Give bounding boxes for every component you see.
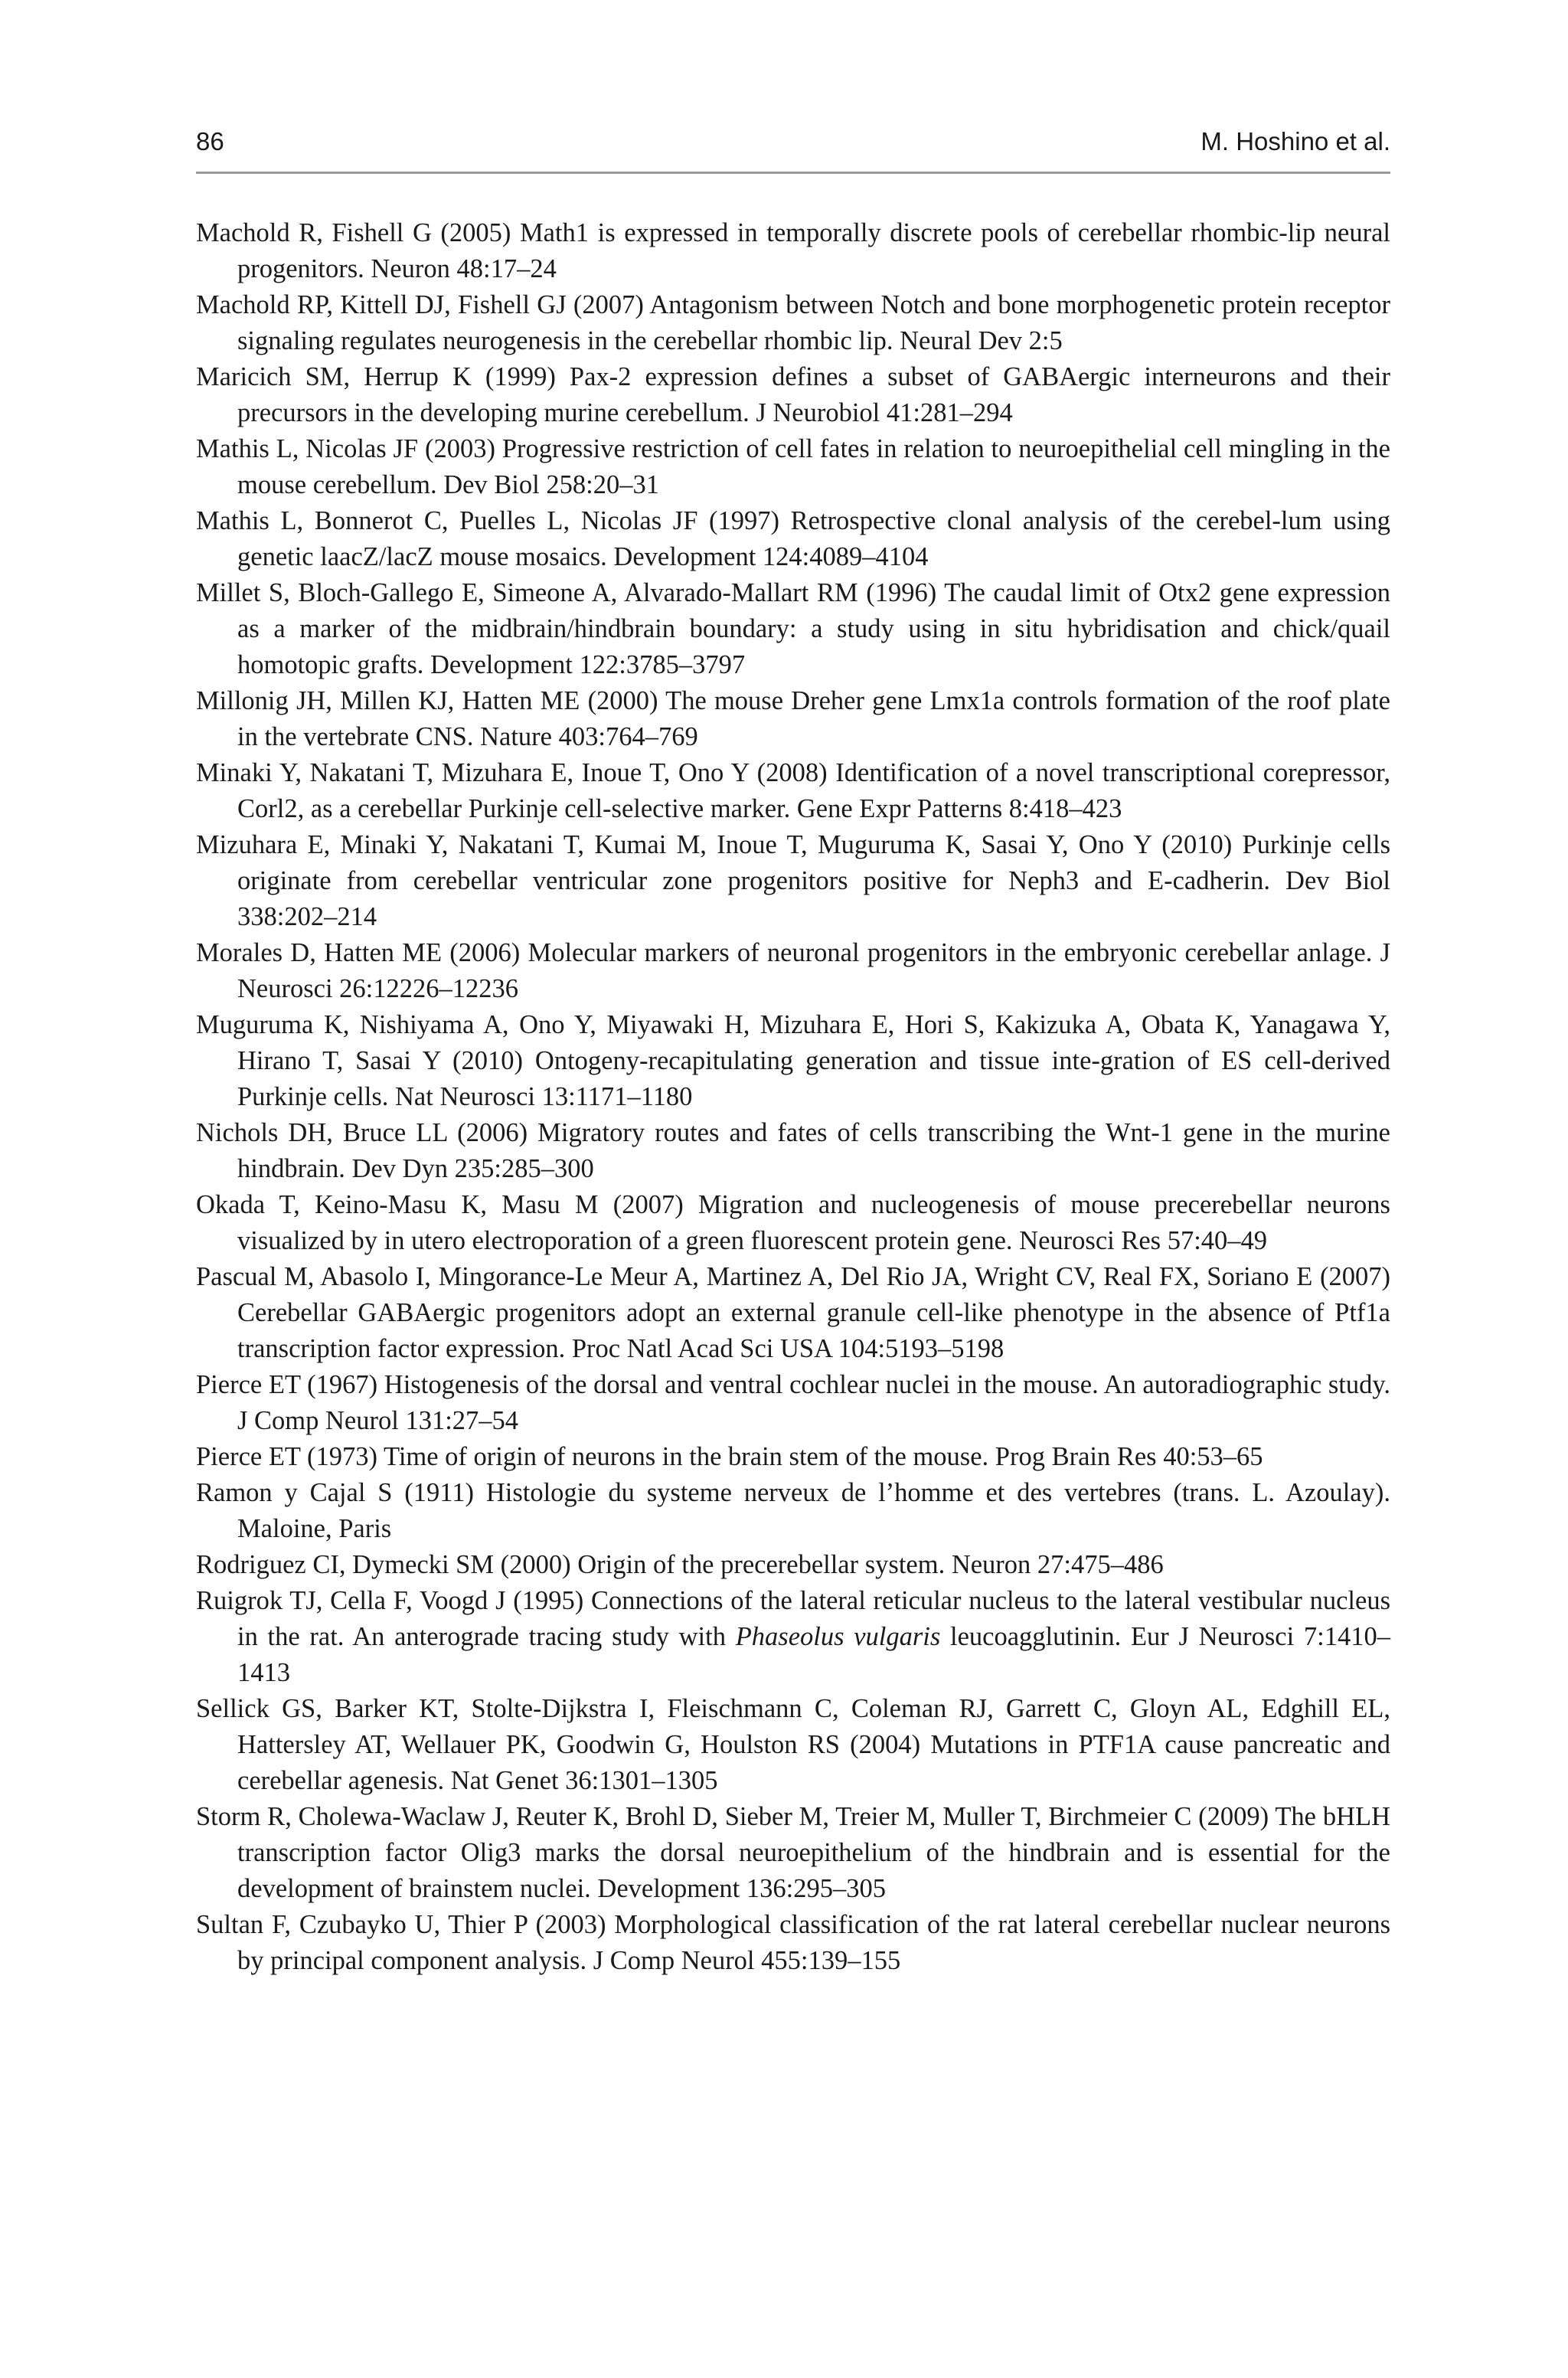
reference-pierce-1967: Pierce ET (1967) Histogenesis of the dorsal and ventral cochlear nuclei in the mouse. An autoradiographic study. J Comp Neurol 131:27–54	[196, 1370, 1390, 1435]
page-number: 86	[196, 127, 224, 155]
reference-storm-2009: Storm R, Cholewa-Waclaw J, Reuter K, Brohl D, Sieber M, Treier M, Muller T, Birchmeier C (2009) The bHLH transcription factor Olig3 marks the dorsal neuroepithelium of the hindbrain and is essential for the development of brainstem nuclei. Development 136:295–305	[196, 1802, 1390, 1903]
reference-millonig-2000: Millonig JH, Millen KJ, Hatten ME (2000) The mouse Dreher gene Lmx1a controls formation of the roof plate in the vertebrate CNS. Nature 403:764–769	[196, 686, 1390, 751]
reference-morales-2006: Morales D, Hatten ME (2006) Molecular markers of neuronal progenitors in the embryonic cerebellar anlage. J Neurosci 26:12226–12236	[196, 938, 1390, 1003]
reference-millet-1996: Millet S, Bloch-Gallego E, Simeone A, Alvarado-Mallart RM (1996) The caudal limit of Otx2 gene expression as a marker of the midbrain/hindbrain boundary: a study using in situ hybridisation and chick/quail homotopic grafts. Development 122:3785–3797	[196, 578, 1390, 679]
reference-ramon-y-cajal-1911: Ramon y Cajal S (1911) Histologie du systeme nerveux de l’homme et des vertebres (trans. L. Azoulay). Maloine, Paris	[196, 1478, 1390, 1543]
reference-text-after: leucoagglutinin. Eur J Neurosci 7:1410–1413	[237, 1622, 1390, 1687]
running-head: M. Hoshino et al.	[1200, 127, 1390, 155]
reference-machold-2007: Machold RP, Kittell DJ, Fishell GJ (2007) Antagonism between Notch and bone morphogenetic protein receptor signaling regulates neurogenesis in the cerebellar rhombic lip. Neural Dev 2:5	[196, 290, 1390, 355]
reference-mathis-1997: Mathis L, Bonnerot C, Puelles L, Nicolas JF (1997) Retrospective clonal analysis of the cerebel-lum using genetic laacZ/lacZ mouse mosaics. Development 124:4089–4104	[196, 506, 1390, 571]
header-rule	[196, 172, 1390, 174]
reference-mathis-2003: Mathis L, Nicolas JF (2003) Progressive restriction of cell fates in relation to neuroepithelial cell mingling in the mouse cerebellum. Dev Biol 258:20–31	[196, 434, 1390, 499]
reference-sultan-2003: Sultan F, Czubayko U, Thier P (2003) Morphological classification of the rat lateral cerebellar nuclear neurons by principal component analysis. J Comp Neurol 455:139–155	[196, 1910, 1390, 1975]
reference-sellick-2004: Sellick GS, Barker KT, Stolte-Dijkstra I, Fleischmann C, Coleman RJ, Garrett C, Gloyn AL, Edghill EL, Hattersley AT, Wellauer PK, Goodwin G, Houlston RS (2004) Mutations in PTF1A cause pancreatic and cerebellar agenesis. Nat Genet 36:1301–1305	[196, 1694, 1390, 1795]
reference-machold-2005: Machold R, Fishell G (2005) Math1 is expressed in temporally discrete pools of cerebellar rhombic-lip neural progenitors. Neuron 48:17–24	[196, 218, 1390, 283]
reference-ruigrok-1995	[196, 1583, 1390, 1691]
reference-pascual-2007: Pascual M, Abasolo I, Mingorance-Le Meur A, Martinez A, Del Rio JA, Wright CV, Real FX, Soriano E (2007) Cerebellar GABAergic progenitors adopt an external granule cell-like phenotype in the absence of Ptf1a transcription factor expression. Proc Natl Acad Sci USA 104:5193–5198	[196, 1262, 1390, 1363]
reference-mizuhara-2010: Mizuhara E, Minaki Y, Nakatani T, Kumai M, Inoue T, Muguruma K, Sasai Y, Ono Y (2010) Purkinje cells originate from cerebellar ventricular zone progenitors positive for Neph3 and E-cadherin. Dev Biol 338:202–214	[196, 830, 1390, 931]
reference-muguruma-2010: Muguruma K, Nishiyama A, Ono Y, Miyawaki H, Mizuhara E, Hori S, Kakizuka A, Obata K, Yanagawa Y, Hirano T, Sasai Y (2010) Ontogeny-recapitulating generation and tissue inte-gration of ES cell-derived Purkinje cells. Nat Neurosci 13:1171–1180	[196, 1010, 1390, 1111]
reference-minaki-2008: Minaki Y, Nakatani T, Mizuhara E, Inoue T, Ono Y (2008) Identification of a novel transcriptional corepressor, Corl2, as a cerebellar Purkinje cell-selective marker. Gene Expr Patterns 8:418–423	[196, 758, 1390, 823]
reference-nichols-2006: Nichols DH, Bruce LL (2006) Migratory routes and fates of cells transcribing the Wnt-1 gene in the murine hindbrain. Dev Dyn 235:285–300	[196, 1118, 1390, 1183]
reference-pierce-1973: Pierce ET (1973) Time of origin of neurons in the brain stem of the mouse. Prog Brain Res 40:53–65	[196, 1442, 1263, 1471]
reference-list	[196, 215, 1390, 1979]
species-name: Phaseolus vulgaris	[735, 1622, 941, 1651]
reference-maricich-1999: Maricich SM, Herrup K (1999) Pax-2 expression defines a subset of GABAergic interneurons and their precursors in the developing murine cerebellum. J Neurobiol 41:281–294	[196, 362, 1390, 427]
reference-rodriguez-2000: Rodriguez CI, Dymecki SM (2000) Origin of the precerebellar system. Neuron 27:475–486	[196, 1550, 1164, 1579]
reference-text-before: Ruigrok TJ, Cella F, Voogd J (1995) Connections of the lateral reticular nucleus to the lateral vestibular nucleus in the rat. An anterograde tracing study with	[196, 1586, 1390, 1651]
reference-okada-2007: Okada T, Keino-Masu K, Masu M (2007) Migration and nucleogenesis of mouse precerebellar neurons visualized by in utero electroporation of a green fluorescent protein gene. Neurosci Res 57:40–49	[196, 1190, 1390, 1255]
page-header	[196, 123, 1390, 168]
